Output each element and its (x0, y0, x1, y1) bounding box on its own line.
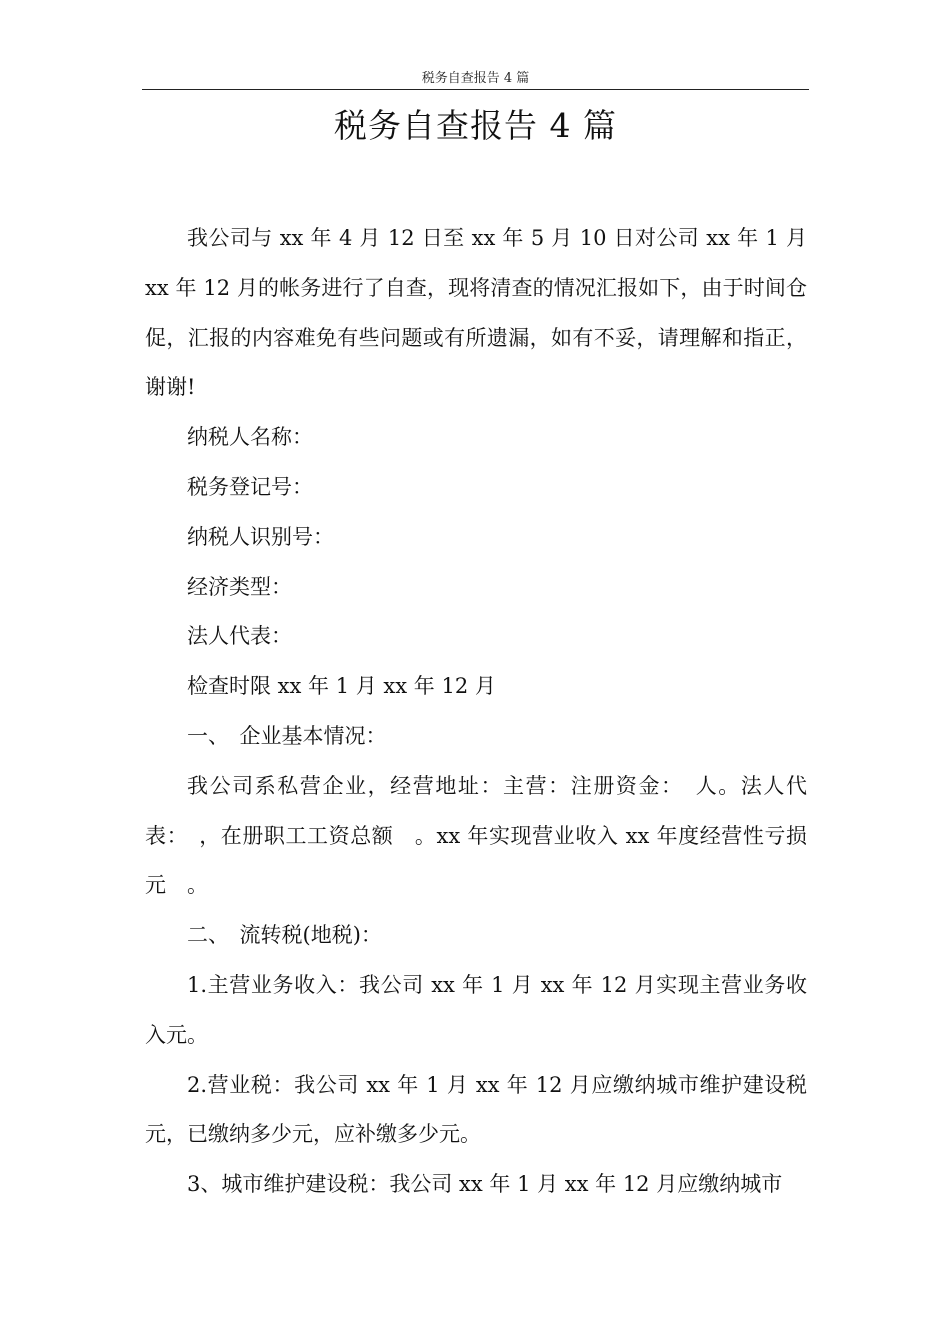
document-body (145, 214, 807, 1210)
item-urban-construction-tax: 3、城市维护建设税：我公司 xx 年 1 月 xx 年 12 月应缴纳城市 (187, 1172, 783, 1197)
section-heading-turnover-tax: 二、 流转税(地税)： (187, 923, 382, 948)
item-business-tax: 2.营业税：我公司 xx 年 1 月 xx 年 12 月应缴纳城市维护建设税元，已缴纳多少元，应补缴多少元。 (145, 1072, 807, 1147)
economic-type-field: 经济类型： (187, 574, 292, 599)
item-main-business-income: 1.主营业务收入：我公司 xx 年 1 月 xx 年 12 月实现主营业务收入元。 (145, 972, 807, 1047)
document-title: 税务自查报告 4 篇 (334, 106, 617, 145)
taxpayer-name-field: 纳税人名称： (187, 425, 313, 450)
header-divider (142, 89, 809, 90)
tax-registration-number-field: 税务登记号： (187, 474, 313, 499)
inspection-period-field: 检查时限 xx 年 1 月 xx 年 12 月 (187, 674, 496, 699)
taxpayer-id-field: 纳税人识别号： (187, 524, 334, 549)
section-heading-company-overview: 一、 企业基本情况： (187, 723, 387, 748)
running-header: 税务自查报告 4 篇 (421, 71, 530, 86)
intro-paragraph: 我公司与 xx 年 4 月 12 日至 xx 年 5 月 10 日对公司 xx 年 1 月 xx 年 12 月的帐务进行了自查，现将清查的情况汇报如下，由于时间仓促，汇报的内容难免有些问题或有所遗漏，如有不妥，请理解和指正，谢谢! (145, 226, 807, 400)
legal-representative-field: 法人代表： (187, 624, 292, 649)
company-overview-paragraph: 我公司系私营企业，经营地址：主营：注册资金： 人。法人代表： ，在册职工工资总额 。xx 年实现营业收入 xx 年度经营性亏损元 。 (145, 773, 807, 898)
